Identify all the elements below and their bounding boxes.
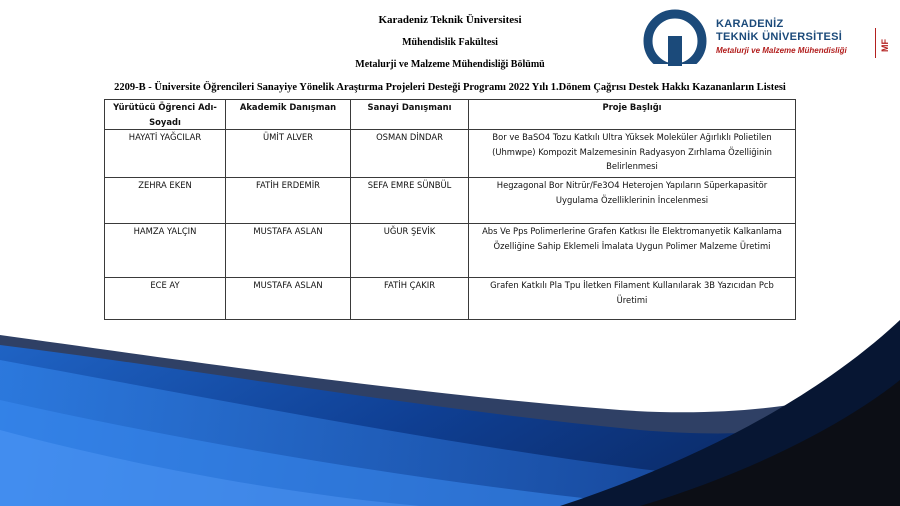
project-title-cell: Bor ve BaSO4 Tozu Katkılı Ultra Yüksek Moleküler Ağırlıklı Polietilen (Uhmwpe) Kompozit Malzemesinin Radyasyon Zırhlama Özelliğinin Belirlenmesi: [469, 130, 796, 178]
project-title-cell: Abs Ve Pps Polimerlerine Grafen Katkısı İle Elektromanyetik Kalkanlama Özelliğine Sahip Eklemeli İmalata Uygun Polimer Malzeme Üretimi: [469, 224, 796, 278]
university-logo: [640, 6, 900, 76]
academic-advisor-cell: MUSTAFA ASLAN: [226, 224, 351, 278]
industry-advisor-cell: SEFA EMRE SÜNBÜL: [351, 178, 469, 224]
column-header-academic-advisor: Akademik Danışman: [226, 100, 351, 130]
academic-advisor-cell: FATİH ERDEMİR: [226, 178, 351, 224]
column-header-project-title: Proje Başlığı: [469, 100, 796, 130]
column-header-industry-advisor: Sanayi Danışmanı: [351, 100, 469, 130]
award-table: [104, 99, 796, 320]
department-name: Metalurji ve Malzeme Mühendisliği Bölümü: [355, 59, 545, 70]
column-header-student: Yürütücü Öğrenci Adı-Soyadı: [105, 100, 226, 130]
industry-advisor-cell: OSMAN DİNDAR: [351, 130, 469, 178]
logo-text-line1: KARADENİZ: [716, 18, 784, 30]
university-name: Karadeniz Teknik Üniversitesi: [378, 14, 522, 26]
table-row: [105, 224, 796, 278]
list-title: 2209-B - Üniversite Öğrencileri Sanayiye Yönelik Araştırma Projeleri Desteği Programı 2022 Yılı 1.Dönem Çağrısı Destek Hakkı Kazananların Listesi: [114, 82, 786, 93]
faculty-name: Mühendislik Fakültesi: [402, 37, 498, 48]
student-name-cell: ZEHRA EKEN: [105, 178, 226, 224]
table-row: [105, 178, 796, 224]
student-name-cell: HAMZA YALÇIN: [105, 224, 226, 278]
logo-divider: [875, 28, 876, 58]
ktu-emblem-icon: [642, 8, 708, 74]
industry-advisor-cell: FATİH ÇAKIR: [351, 278, 469, 320]
logo-badge: MF: [880, 39, 890, 52]
table-row: [105, 278, 796, 320]
student-name-cell: HAYATİ YAĞCILAR: [105, 130, 226, 178]
industry-advisor-cell: UĞUR ŞEVİK: [351, 224, 469, 278]
table-header-row: [105, 100, 796, 130]
student-name-cell: ECE AY: [105, 278, 226, 320]
project-title-cell: Grafen Katkılı Pla Tpu İletken Filament Kullanılarak 3B Yazıcıdan Pcb Üretimi: [469, 278, 796, 320]
table-row: [105, 130, 796, 178]
academic-advisor-cell: MUSTAFA ASLAN: [226, 278, 351, 320]
logo-text-department: Metalurji ve Malzeme Mühendisliği: [716, 46, 847, 55]
academic-advisor-cell: ÜMİT ALVER: [226, 130, 351, 178]
logo-text-line2: TEKNİK ÜNİVERSİTESİ: [716, 31, 843, 43]
project-title-cell: Hegzagonal Bor Nitrür/Fe3O4 Heterojen Yapıların Süperkapasitör Uygulama Özelliklerinin İncelenmesi: [469, 178, 796, 224]
